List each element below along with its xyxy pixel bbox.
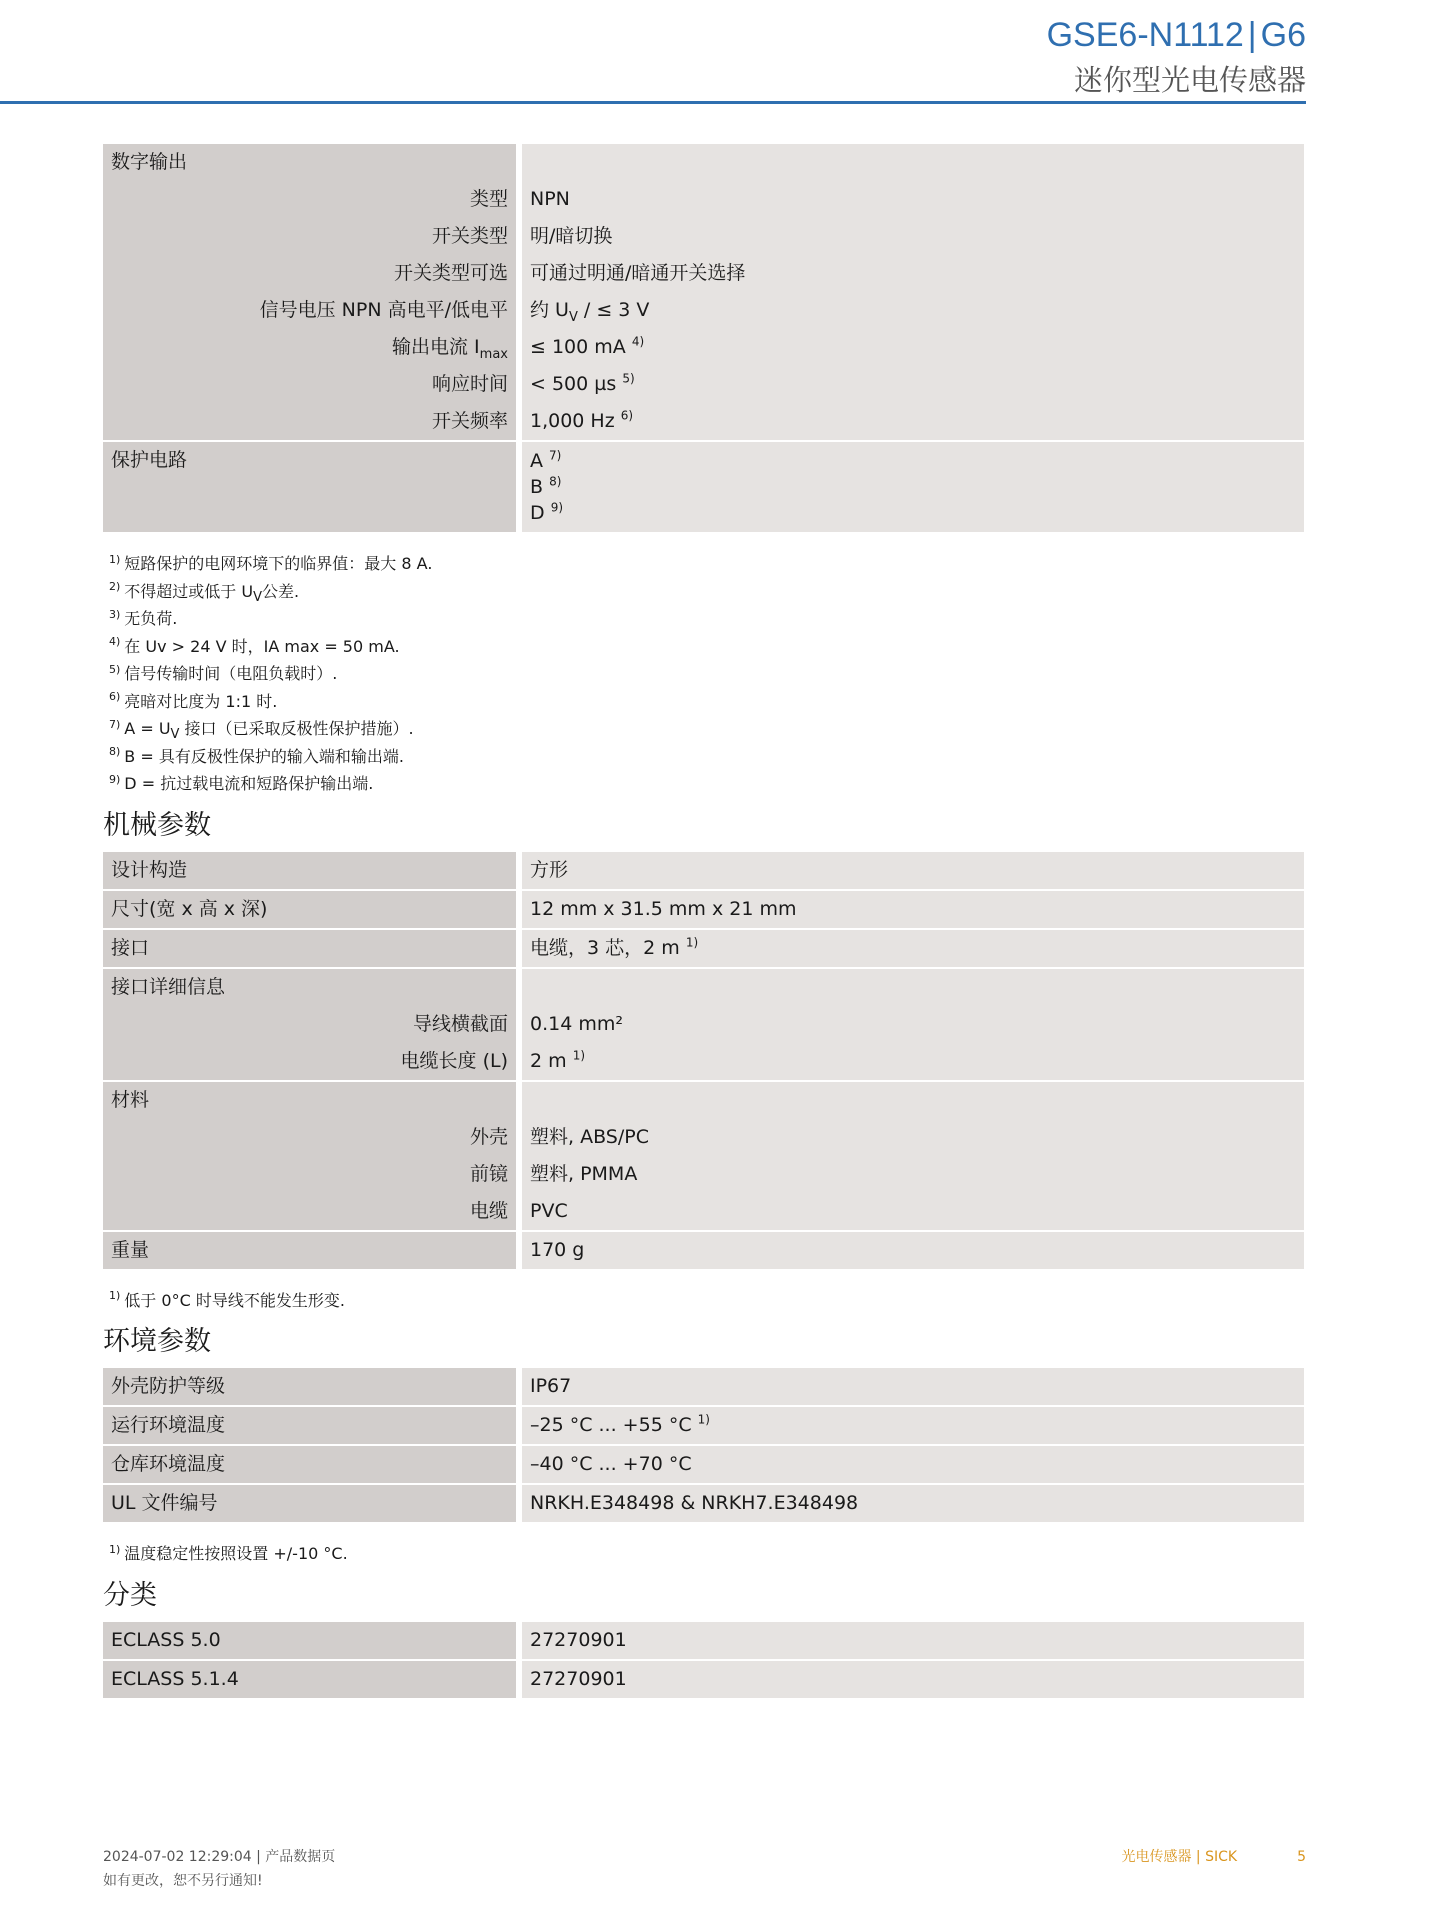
footnote-text: 接口（已采取反极性保护措施）. xyxy=(179,719,414,738)
footnote-number: 8) xyxy=(109,745,121,759)
design-value: 方形 xyxy=(516,852,1304,889)
connection-label: 接口 xyxy=(103,928,516,967)
dimensions-value: 12 mm x 31.5 mm x 21 mm xyxy=(516,889,1304,928)
footer-brand-text: 光电传感器 | SICK xyxy=(1121,1849,1238,1865)
design-label: 设计构造 xyxy=(103,852,516,889)
storage-temp-label: 仓库环境温度 xyxy=(103,1444,516,1483)
protection-item-value: A xyxy=(530,450,543,472)
footnote xyxy=(109,605,1304,633)
footnote xyxy=(109,1540,1304,1568)
cable-material-value: PVC xyxy=(516,1193,1304,1230)
footnote-ref: 8) xyxy=(549,474,562,489)
footnote-text: 在 Uv > 24 V 时，IA max = 50 mA. xyxy=(124,636,400,656)
dimensions-label: 尺寸(宽 x 高 x 深) xyxy=(103,889,516,928)
weight-value: 170 g xyxy=(516,1230,1304,1269)
operating-temp-label: 运行环境温度 xyxy=(103,1405,516,1444)
page-header xyxy=(0,0,1443,104)
footer-notice: 如有更改，恕不另行通知! xyxy=(103,1873,263,1889)
header-rule xyxy=(0,101,1306,104)
footnote-ref: 7) xyxy=(549,448,562,463)
cable-material-label: 电缆 xyxy=(103,1193,516,1230)
cross-section-label: 导线横截面 xyxy=(103,1006,516,1043)
footnote-text: 公差. xyxy=(262,581,300,601)
cable-length-value-text: 2 m xyxy=(530,1049,567,1072)
signal-voltage-sub: V xyxy=(568,309,578,325)
protection-item xyxy=(530,448,1296,474)
storage-temp-value: –40 °C ... +70 °C xyxy=(516,1444,1304,1483)
protection-circuit-value xyxy=(516,440,1304,532)
footnote-ref: 4) xyxy=(631,334,645,349)
switching-mode-label: 开关类型 xyxy=(103,218,516,255)
footnote-text: 低于 0°C 时导线不能发生形变. xyxy=(124,1290,345,1310)
footnote-text: 无负荷. xyxy=(124,609,178,628)
footnote xyxy=(109,770,1304,798)
housing-material-value: 塑料, ABS/PC xyxy=(516,1119,1304,1156)
operating-temp-value-text: –25 °C ... +55 °C xyxy=(530,1414,692,1436)
footnote xyxy=(109,550,1304,578)
enclosure-rating-label: 外壳防护等级 xyxy=(103,1368,516,1405)
type-label: 类型 xyxy=(103,181,516,218)
switching-mode-selector-label: 开关类型可选 xyxy=(103,255,516,292)
cross-section-value: 0.14 mm² xyxy=(516,1006,1304,1043)
connection-detail-value xyxy=(516,967,1304,1006)
classification-heading: 分类 xyxy=(103,1579,157,1611)
eclass-value: 27270901 xyxy=(516,1622,1304,1659)
footnote-number: 9) xyxy=(109,772,121,786)
mechanical-heading: 机械参数 xyxy=(103,809,211,841)
footnote-number: 3) xyxy=(109,607,121,621)
switching-mode-selector-value: 可通过明通/暗通开关选择 xyxy=(516,255,1304,292)
footnote-ref: 5) xyxy=(622,371,635,386)
footnote-number: 7) xyxy=(109,717,121,731)
footnote xyxy=(109,1287,1304,1315)
ambient-footnotes xyxy=(109,1540,1304,1568)
output-current-value xyxy=(516,329,1304,366)
switching-mode-value: 明/暗切换 xyxy=(516,218,1304,255)
connection-detail-label: 接口详细信息 xyxy=(103,967,516,1006)
protection-item xyxy=(530,474,1296,500)
front-screen-material-value: 塑料, PMMA xyxy=(516,1156,1304,1193)
footnote-number: 1) xyxy=(109,1542,121,1556)
signal-voltage-prefix: 约 U xyxy=(530,299,569,321)
protection-circuit-label: 保护电路 xyxy=(103,440,516,532)
footnote-ref: 1) xyxy=(697,1412,710,1427)
footnote-ref: 9) xyxy=(550,500,564,515)
weight-label: 重量 xyxy=(103,1230,516,1269)
footnote-number: 5) xyxy=(109,662,121,676)
footnote xyxy=(109,633,1304,661)
ambient-table xyxy=(103,1368,1304,1522)
output-current-label xyxy=(103,329,516,366)
classification-table xyxy=(103,1622,1304,1698)
footnote-text: 温度稳定性按照设置 +/-10 °C. xyxy=(124,1544,348,1563)
mechanical-table xyxy=(103,852,1304,1269)
footnote xyxy=(109,688,1304,716)
footnote-text: 亮暗对比度为 1:1 时. xyxy=(124,691,278,711)
signal-voltage-value xyxy=(516,292,1304,329)
product-subtitle: 迷你型光电传感器 xyxy=(1073,63,1306,97)
product-code xyxy=(1047,16,1306,55)
digital-output-footnotes xyxy=(109,550,1304,798)
material-value xyxy=(516,1080,1304,1119)
footnote xyxy=(109,660,1304,688)
response-time-label: 响应时间 xyxy=(103,366,516,403)
footnote xyxy=(109,715,1304,743)
footnote-number: 1) xyxy=(109,1289,121,1303)
protection-item-value: B xyxy=(530,476,544,498)
cable-length-label: 电缆长度 (L) xyxy=(103,1043,516,1080)
eclass-label: ECLASS 5.0 xyxy=(103,1622,516,1659)
eclass-label: ECLASS 5.1.4 xyxy=(103,1659,516,1698)
switching-frequency-label: 开关频率 xyxy=(103,403,516,440)
housing-material-label: 外壳 xyxy=(103,1119,516,1156)
ul-file-label: UL 文件编号 xyxy=(103,1483,516,1522)
footnote xyxy=(109,578,1304,606)
footer-datetime: 2024-07-02 12:29:04 | 产品数据页 xyxy=(103,1849,336,1865)
output-current-label-text: 输出电流 I xyxy=(392,336,480,358)
cable-length-value xyxy=(516,1043,1304,1080)
switching-frequency-value xyxy=(516,403,1304,440)
signal-voltage-suffix: / ≤ 3 V xyxy=(577,299,650,321)
ambient-heading: 环境参数 xyxy=(103,1326,211,1357)
switching-frequency-value-text: 1,000 Hz xyxy=(530,410,615,432)
footnote-text: 短路保护的电网环境下的临界值：最大 8 A. xyxy=(124,554,433,573)
footer-brand xyxy=(1121,1846,1306,1866)
footnote-text: 信号传输时间（电阻负载时）. xyxy=(124,664,338,683)
ul-file-value: NRKH.E348498 & NRKH7.E348498 xyxy=(516,1483,1304,1522)
digital-output-title-value xyxy=(516,144,1304,181)
footnote-number: 2) xyxy=(109,580,121,594)
mechanical-footnotes xyxy=(109,1287,1304,1315)
page-number: 5 xyxy=(1297,1849,1306,1865)
signal-voltage-label: 信号电压 NPN 高电平/低电平 xyxy=(103,292,516,329)
enclosure-rating-value: IP67 xyxy=(516,1368,1304,1405)
front-screen-material-label: 前镜 xyxy=(103,1156,516,1193)
footnote-text: A = U xyxy=(124,719,171,738)
output-current-value-text: ≤ 100 mA xyxy=(530,336,626,358)
footnote-number: 6) xyxy=(109,690,121,704)
footnote-ref: 1) xyxy=(685,935,699,950)
eclass-value: 27270901 xyxy=(516,1659,1304,1698)
protection-item-value: D xyxy=(530,502,545,524)
type-value: NPN xyxy=(516,181,1304,218)
footnote xyxy=(109,743,1304,771)
response-time-value-text: < 500 µs xyxy=(530,373,617,395)
digital-output-table xyxy=(103,144,1304,532)
output-current-label-sub: max xyxy=(479,346,508,362)
product-code-text: GSE6-N1112 xyxy=(1046,16,1244,54)
response-time-value xyxy=(516,366,1304,403)
footnote-sub: V xyxy=(170,727,180,743)
footnote-text: 不得超过或低于 U xyxy=(124,581,254,601)
footnote-number: 4) xyxy=(109,635,121,649)
connection-value xyxy=(516,928,1304,967)
footnote-number: 1) xyxy=(109,552,121,566)
datasheet-content xyxy=(103,144,1304,1698)
footnote-ref: 1) xyxy=(572,1048,586,1063)
footnote-text: D = 抗过载电流和短路保护输出端. xyxy=(124,774,374,793)
footnote-ref: 6) xyxy=(620,408,634,423)
connection-value-text: 电缆，3 芯，2 m xyxy=(530,936,680,959)
header-separator: | xyxy=(1247,16,1257,54)
digital-output-title: 数字输出 xyxy=(103,144,516,181)
product-family: G6 xyxy=(1260,16,1306,54)
operating-temp-value xyxy=(516,1405,1304,1444)
material-label: 材料 xyxy=(103,1080,516,1119)
protection-item xyxy=(530,500,1296,526)
footnote-sub: V xyxy=(253,589,263,605)
footnote-text: B = 具有反极性保护的输入端和输出端. xyxy=(124,746,404,766)
